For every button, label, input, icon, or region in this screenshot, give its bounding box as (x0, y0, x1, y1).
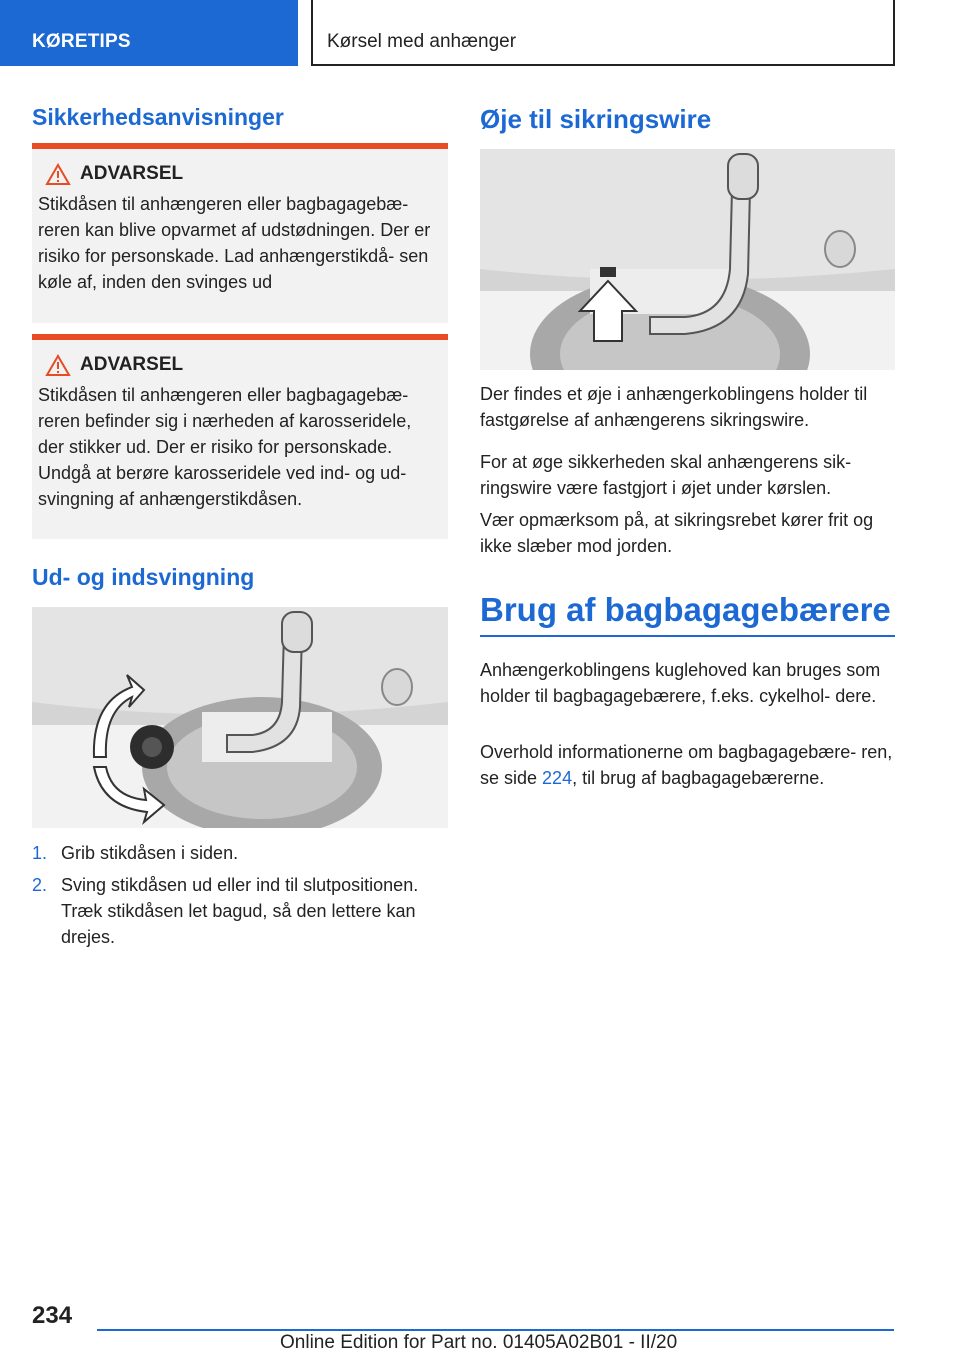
step-text: Grib stikdåsen i siden. (61, 843, 239, 863)
list-item (32, 840, 448, 866)
illustration-safety-eye (480, 149, 895, 370)
warning-text: Stikdåsen til anhængeren eller bagbagagebæ- reren befinder sig i nærheden af karosseridele, der stikker ud. Der er risiko for personskade. Undgå at berøre karosseridele ved ind- og ud- svingning af anhængerstikdåsen. (38, 385, 412, 509)
step-text: Sving stikdåsen ud eller ind til slutpositionen. Træk stikdåsen let bagud, så den lettere kan drejes. (61, 875, 419, 947)
warning-triangle-icon (38, 163, 78, 185)
step-number: 2. (32, 875, 48, 895)
heading-eye: Øje til sikringswire (480, 104, 712, 134)
paragraph-text: , til brug af bagbagagebærerne. (572, 768, 825, 788)
section-tab[interactable]: KØRETIPS (0, 0, 298, 66)
steps-list (32, 840, 448, 956)
edition-note: Online Edition for Part no. 01405A02B01 - II/20 (280, 1332, 678, 1353)
warning-box-2 (32, 334, 448, 539)
footer-divider (97, 1329, 894, 1331)
warning-label: ADVARSEL (80, 354, 184, 375)
step-number: 1. (32, 843, 48, 863)
page-link[interactable]: 224 (542, 768, 573, 788)
paragraph: Vær opmærksom på, at sikringsrebet kører frit og ikke slæber mod jorden. (480, 510, 874, 556)
paragraph: Anhængerkoblingens kuglehoved kan bruges som holder til bagbagagebærere, f.eks. cykelhol- dere. (480, 660, 881, 706)
warning-triangle-icon (38, 354, 78, 376)
paragraph-text: Overhold informationerne om bagbagagebære- ren, se side (480, 742, 893, 788)
paragraph: For at øge sikkerheden skal anhængerens sik- ringswire være fastgjort i øjet under kørslen. (480, 452, 852, 498)
paragraph: Der findes et øje i anhængerkoblingens holder til fastgørelse af anhængerens sikringswire. (480, 384, 868, 430)
page-header (0, 0, 960, 66)
chapter-title: Kørsel med anhænger (311, 0, 895, 66)
list-item (32, 872, 448, 950)
heading-swing: Ud- og indsvingning (32, 564, 255, 590)
warning-box-1 (32, 143, 448, 323)
warning-label: ADVARSEL (80, 163, 184, 184)
heading-safety: Sikkerhedsanvisninger (32, 104, 284, 130)
illustration-socket-swing (32, 607, 448, 828)
paragraph (480, 739, 895, 791)
warning-text: Stikdåsen til anhængeren eller bagbagagebæ- reren kan blive opvarmet af udstødningen. Der er risiko for personskade. Lad anhængerstikdå- sen køle af, inden den svinges ud (38, 194, 431, 292)
page-number: 234 (32, 1302, 73, 1329)
heading-rear-carrier: Brug af bagbagagebærere (480, 591, 895, 637)
